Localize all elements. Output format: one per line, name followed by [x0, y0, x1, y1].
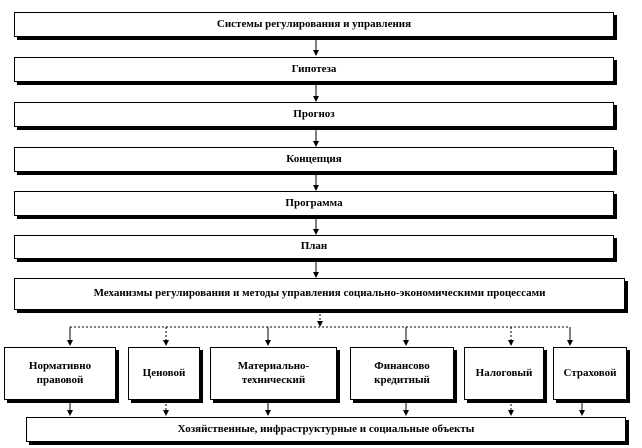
box-objects: Хозяйственные, инфраструктурные и социальные объекты — [26, 417, 626, 442]
box-mechanisms: Механизмы регулирования и методы управления социально-экономическими процессами — [14, 278, 625, 310]
box-forecast: Прогноз — [14, 102, 614, 127]
box-normative-legal: Нормативно правовой — [4, 347, 116, 400]
box-systems: Системы регулирования и управления — [14, 12, 614, 37]
box-program: Программа — [14, 191, 614, 216]
box-insurance: Страховой — [553, 347, 627, 400]
box-plan: План — [14, 235, 614, 259]
box-concept: Концепция — [14, 147, 614, 172]
box-tax: Налоговый — [464, 347, 544, 400]
box-material-technical: Материально-технический — [210, 347, 337, 400]
box-hypothesis: Гипотеза — [14, 57, 614, 82]
box-price: Ценовой — [128, 347, 200, 400]
box-financial-credit: Финансово кредитный — [350, 347, 454, 400]
